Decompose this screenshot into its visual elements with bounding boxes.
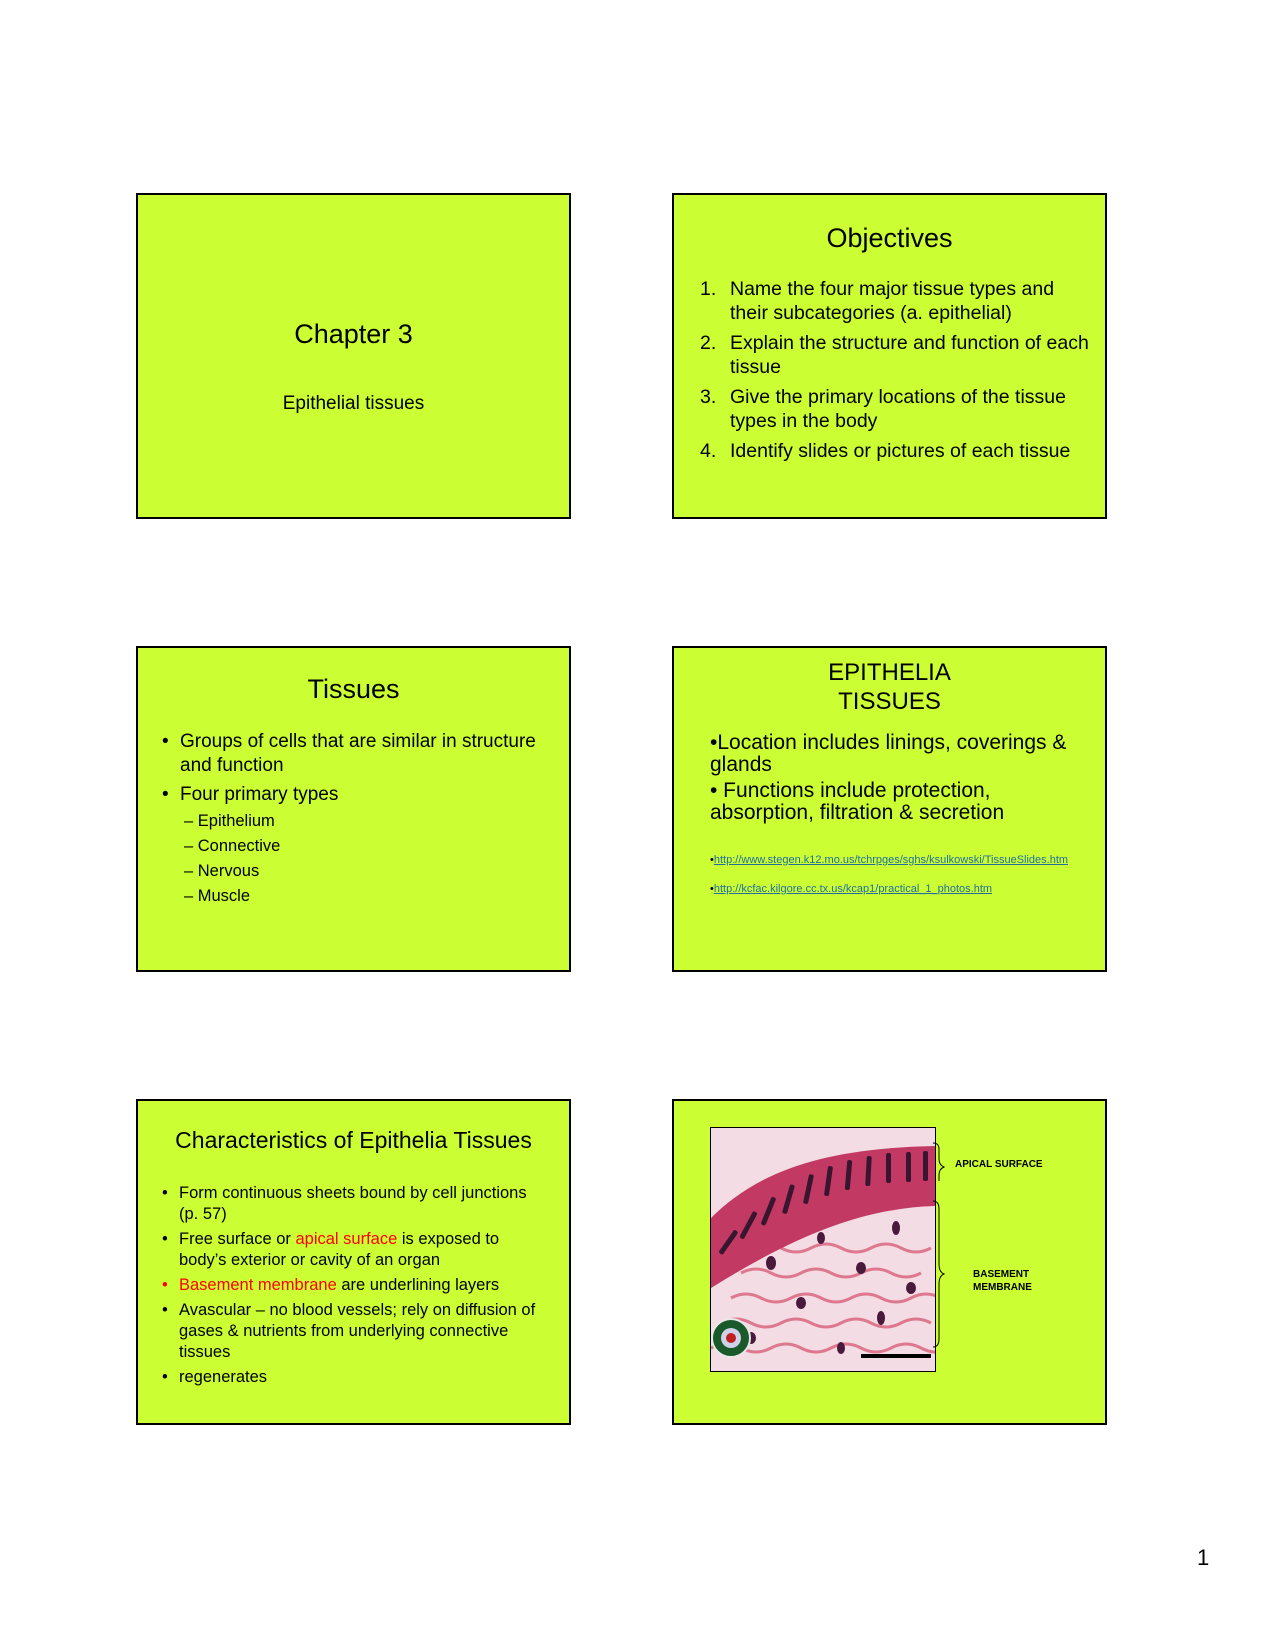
- slide-subtitle: Epithelial tissues: [282, 393, 425, 414]
- highlight-apical-surface: apical surface: [295, 1230, 398, 1248]
- slide-title: Characteristics of Epithelia Tissues: [175, 1127, 532, 1153]
- list-item: • Free surface or apical surface is exposed to body’s exterior or cavity of an organ: [162, 1230, 500, 1269]
- link-practical-photos[interactable]: http://kcfac.kilgore.cc.tx.us/kcap1/practical_1_photos.htm: [713, 883, 993, 895]
- slide-objectives: [672, 193, 1107, 519]
- list-item: • regenerates: [162, 1368, 268, 1386]
- list-item: • Groups of cells that are similar in structure and function: [162, 731, 536, 776]
- location-point: •Location includes linings, coverings & glands: [710, 731, 1067, 776]
- list-item: 4. Identify slides or pictures of each tissue: [700, 440, 1071, 462]
- slide-title: Tissues: [307, 674, 400, 704]
- slide-characteristics: [136, 1099, 571, 1425]
- list-item: • Avascular – no blood vessels; rely on diffusion of gases & nutrients from underlying connective tissues: [162, 1301, 536, 1361]
- tissues-list: [162, 730, 553, 911]
- reference-links: •http://www.stegen.k12.mo.us/tchrpges/sghs/ksulkowski/TissueSlides.htm •http://kcfac.kilgore.cc.tx.us/kcap1/practical_1_photos.htm: [710, 854, 1069, 895]
- list-item: • Form continuous sheets bound by cell junctions (p. 57): [162, 1184, 527, 1223]
- characteristics-list: [162, 1183, 549, 1392]
- function-point: • Functions include protection, absorption, filtration & secretion: [710, 779, 1005, 824]
- objectives-list: [700, 277, 1089, 469]
- slide-chapter-title: [136, 193, 571, 519]
- highlight-basement-membrane: Basement membrane: [179, 1276, 337, 1294]
- slide-epithelia-tissues: [672, 646, 1107, 972]
- slide-title: Chapter 3: [294, 319, 413, 349]
- label-basement-membrane: BASEMENT MEMBRANE: [973, 1269, 1032, 1293]
- label-apical-surface: APICAL SURFACE: [955, 1159, 1043, 1170]
- slide-histology-image: [672, 1099, 1107, 1425]
- tissue-types-sublist: [180, 811, 553, 906]
- sub-list-item: – Connective: [184, 837, 281, 855]
- list-item: 3. Give the primary locations of the tissue types in the body: [700, 386, 1066, 432]
- list-item: • Basement membrane are underlining layers: [162, 1276, 500, 1294]
- slide-tissues: [136, 646, 571, 972]
- institution-seal-icon: [712, 1319, 750, 1357]
- link-tissue-slides[interactable]: http://www.stegen.k12.mo.us/tchrpges/sghs/ksulkowski/TissueSlides.htm: [713, 854, 1069, 866]
- epithelium-micrograph: [710, 1127, 936, 1372]
- sub-list-item: – Epithelium: [184, 812, 275, 830]
- list-item: 1. Name the four major tissue types and their subcategories (a. epithelial): [700, 278, 1055, 324]
- page-number: 1: [1197, 1545, 1210, 1570]
- sub-list-item: – Muscle: [184, 887, 251, 905]
- sub-list-item: – Nervous: [184, 862, 260, 880]
- slide-title: Objectives: [826, 223, 953, 253]
- list-item: 2. Explain the structure and function of each tissue: [700, 332, 1089, 378]
- slide-body: [710, 732, 1085, 828]
- bracket-icon: [931, 1141, 945, 1361]
- list-item: • Four primary types – Epithelium – Connective – Nervous – Muscle: [162, 783, 553, 906]
- slide-title: EPITHELIA TISSUES: [828, 659, 951, 715]
